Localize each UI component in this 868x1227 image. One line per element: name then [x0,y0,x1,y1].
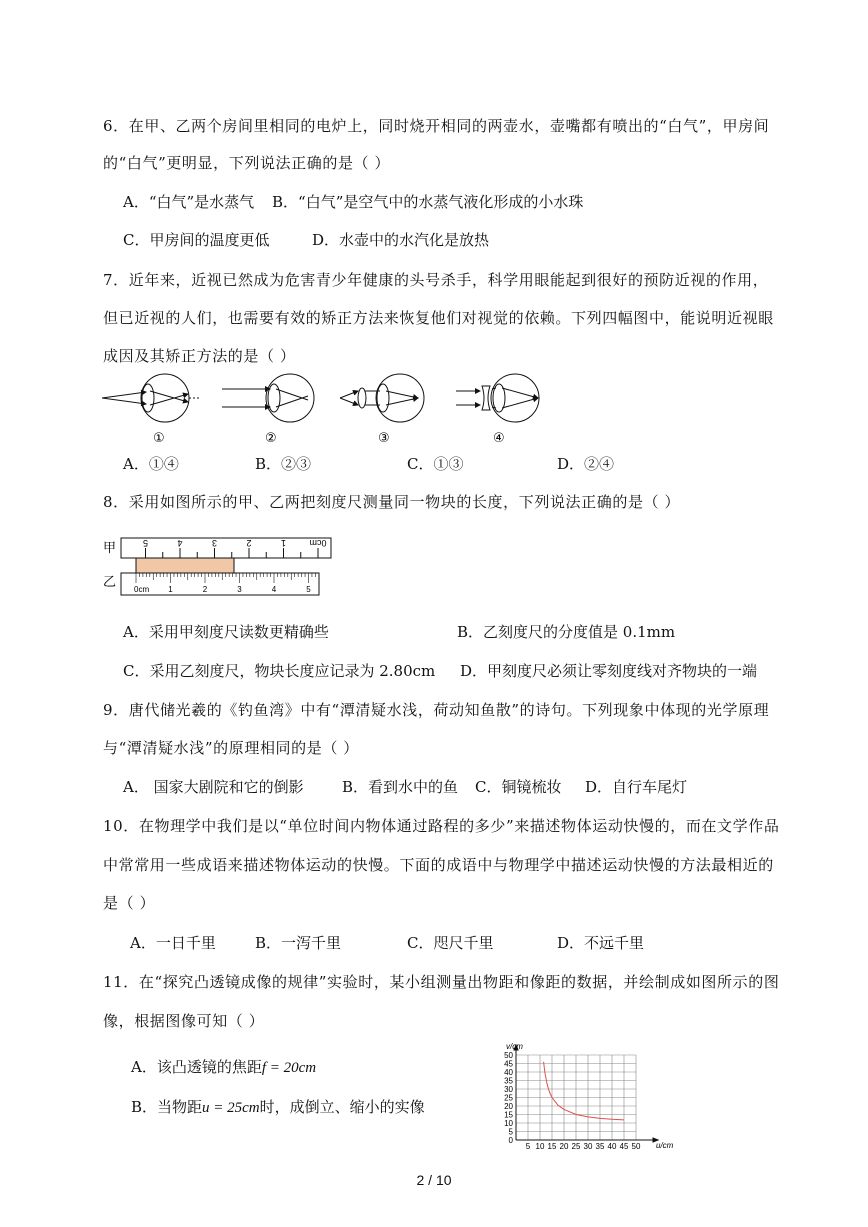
ruler-bottom-body [121,573,319,595]
q6-option-b: B．“白气”是空气中的水蒸气液化形成的小水珠 [272,193,584,211]
ruler-top-tick-label: 4 [177,538,183,548]
ruler-bottom-tick-label: 0cm [134,585,150,594]
ruler-top-tick-label: 5 [142,538,149,548]
chart-ylabel: v/cm [506,1042,523,1051]
chart-y-tick-label: 20 [504,1102,513,1111]
q11-option-a-formula: f = 20cm [261,1060,317,1076]
ruler-bottom-tick-label: 1 [168,585,173,594]
chart-x-tick-label: 5 [525,1142,531,1151]
q10-option-a: A．一日千里 [130,934,216,952]
q11-option-b-tail: 时，成倒立、缩小的实像 [259,1098,425,1116]
q10-stem-line-2: 中常常用一些成语来描述物体运动的快慢。下面的成语中与物理学中描述运动快慢的方法最相近的 [103,856,774,874]
chart-y-tick-label: 30 [504,1085,513,1094]
ruler-top-tick-label: 0cm [309,538,327,548]
ruler-bottom-tick-label: 3 [237,585,242,594]
q11-stem-line-1: 11．在“探究凸透镜成像的规律”实验时，某小组测量出物距和像距的数据，并绘制成如图所示的图 [103,973,780,991]
q6-option-a: A．“白气”是水蒸气 [123,193,255,211]
q10-option-d: D．不远千里 [557,934,645,952]
eye-diagram-2 [222,374,314,422]
q10-option-c: C．咫尺千里 [407,934,494,952]
ruler-top-tick-label: 1 [280,538,287,548]
chart-y-tick-label: 5 [508,1127,513,1137]
q11-option-b-text: B．当物距 [131,1098,203,1116]
ruler-bottom-label: 乙 [103,574,117,589]
q7-option-a: A．①④ [123,455,179,473]
chart-y-tick-label: 35 [504,1076,513,1086]
q11-option-a [131,1057,316,1078]
q9-stem-line-2: 与“潭清疑水浅”的原理相同的是（ ） [103,739,359,757]
q7-option-d: D．②④ [557,455,615,473]
chart-x-tick-label: 25 [571,1142,581,1151]
eye-diagram-2-label: ② [265,430,277,445]
q6-option-c: C．甲房间的温度更低 [123,231,270,249]
ruler-top-tick-label: 2 [246,538,252,548]
chart-y-tick-label: 45 [504,1059,513,1069]
chart-y-tick-label: 10 [504,1119,513,1128]
q6-stem-line-1: 6．在甲、乙两个房间里相同的电炉上，同时烧开相同的两壶水，壶嘴都有喷出的“白气”，甲房间 [103,117,770,135]
eye-diagram-3 [340,374,424,422]
eye-diagram-1 [102,374,200,422]
q8-ruler-figure [103,534,333,600]
q7-stem-line-2: 但已近视的人们，也需要有效的矫正方法来恢复他们对视觉的依赖。下列四幅图中，能说明近视眼 [103,309,774,327]
q7-stem-line-3: 成因及其矫正方法的是（ ） [103,347,296,365]
q10-option-b: B．一泻千里 [255,934,342,952]
chart-x-tick-label: 15 [547,1142,557,1151]
q9-option-a: A． 国家大剧院和它的倒影 [123,778,304,796]
q8-stem-line-1: 8．采用如图所示的甲、乙两把刻度尺测量同一物块的长度，下列说法正确的是（ ） [103,493,681,511]
q10-stem-line-1: 10．在物理学中我们是以“单位时间内物体通过路程的多少”来描述物体运动快慢的，而在文学作品 [103,817,780,835]
measured-block [136,558,234,573]
q11-chart [494,1040,674,1156]
q8-option-a: A．采用甲刻度尺读数更精确些 [123,623,329,641]
q8-option-b: B．乙刻度尺的分度值是 0.1mm [457,623,676,641]
q8-option-c: C．采用乙刻度尺，物块长度应记录为 2.80cm [123,662,436,680]
q11-option-a-text: A．该凸透镜的焦距 [131,1058,262,1076]
ruler-top-tick-label: 3 [211,538,218,548]
q8-option-d: D．甲刻度尺必须让零刻度线对齐物块的一端 [460,662,758,680]
q7-eye-diagrams [100,372,560,450]
eye-diagram-4 [456,374,539,422]
q11-option-b-formula: u = 25cm [202,1100,260,1116]
chart-xlabel: u/cm [656,1141,674,1150]
eye-diagram-4-label: ④ [493,430,505,445]
q9-option-c: C．铜镜梳妆 [475,778,562,796]
ruler-top-body [121,538,331,558]
q10-stem-line-3: 是（ ） [103,894,156,912]
chart-x-tick-label: 50 [631,1142,641,1151]
q11-stem-line-2: 像，根据图像可知（ ） [103,1012,265,1030]
chart-y-tick-label: 25 [504,1093,513,1103]
chart-y-tick-label: 15 [504,1110,513,1120]
chart-y-tick-label: 40 [504,1068,513,1077]
q7-stem-line-1: 7．近年来，近视已然成为危害青少年健康的头号杀手，科学用眼能起到很好的预防近视的作用， [103,271,769,289]
chart-y-tick-label: 0 [508,1136,513,1145]
chart-x-tick-label: 10 [535,1142,545,1151]
q9-option-b: B．看到水中的鱼 [342,778,459,796]
eye-diagram-1-label: ① [153,430,165,445]
ruler-top-label: 甲 [103,540,117,555]
chart-x-tick-label: 30 [583,1142,593,1151]
ruler-bottom-tick-label: 4 [271,585,277,594]
chart-x-tick-label: 40 [607,1142,617,1151]
q11-option-b [131,1097,425,1118]
q9-stem-line-1: 9．唐代储光羲的《钓鱼湾》中有“潭清疑水浅，荷动知鱼散”的诗句。下列现象中体现的光学原理 [103,701,770,719]
chart-x-tick-label: 35 [595,1142,605,1151]
ruler-bottom-tick-label: 2 [202,585,208,594]
chart-x-tick-label: 45 [619,1142,629,1151]
eye-diagram-3-label: ③ [378,430,390,445]
page-indicator: 2 / 10 [416,1172,452,1188]
chart-y-tick-label: 50 [504,1051,513,1060]
q7-option-c: C．①③ [407,455,464,473]
q7-option-b: B．②③ [255,455,312,473]
q6-stem-line-2: 的“白气”更明显，下列说法正确的是（ ） [103,154,391,172]
q6-option-d: D．水壶中的水汽化是放热 [312,231,490,249]
ruler-bottom-tick-label: 5 [306,585,311,594]
chart-x-tick-label: 20 [559,1142,569,1151]
q9-option-d: D．自行车尾灯 [585,778,688,796]
